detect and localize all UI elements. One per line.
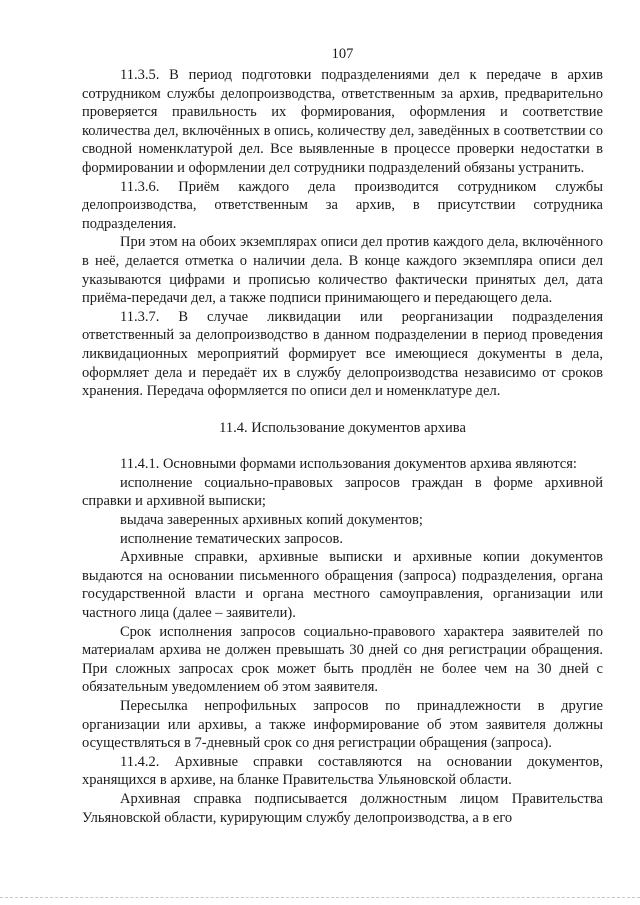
list-item-social-requests: исполнение социально-правовых запросов граждан в форме архивной справки и архивной выписки; bbox=[82, 474, 603, 510]
list-item-certified-copies: выдача заверенных архивных копий документов; bbox=[120, 512, 423, 529]
paragraph-11-4-1: 11.4.1. Основными формами использования документов архива являются: bbox=[120, 456, 577, 473]
paragraph-request-forwarding: Пересылка непрофильных запросов по принадлежности в другие организации или архивы, а также информирование об этом заявителя должны осуществляться в 7-дневный срок со дня регистрации обращения (запроса). bbox=[82, 698, 603, 752]
paragraph-11-3-7: 11.3.7. В случае ликвидации или реорганизации подразделения ответственный за делопроизводство в данном подразделении в период проведения ликвидационных мероприятий формирует все имеющиеся документы в дела, оформляет дела и передаёт их в службу делопроизводства независимо от сроков хранения. Передача оформляется по описи дел и номенклатуре дел. bbox=[82, 308, 603, 400]
paragraph-11-3-6: 11.3.6. Приём каждого дела производится сотрудником службы делопроизводства, ответственным за архив, в присутствии сотрудника подразделения. bbox=[82, 178, 603, 232]
paragraph-archive-certificates: Архивные справки, архивные выписки и архивные копии документов выдаются на основании письменного обращения (запроса) подразделения, органа государственной власти и органа местного самоуправления, организации или частного лица (далее – заявители). bbox=[82, 549, 603, 622]
scan-edge-divider bbox=[0, 897, 640, 899]
section-heading-11-4: 11.4. Использование документов архива bbox=[219, 419, 466, 436]
paragraph-certificate-signature: Архивная справка подписывается должностным лицом Правительства Ульяновской области, курирующим службу делопроизводства, а в его bbox=[82, 790, 603, 826]
page-number: 107 bbox=[331, 46, 354, 62]
paragraph-inventory-marking: При этом на обоих экземплярах описи дел против каждого дела, включённого в неё, делается отметка о наличии дела. В конце каждого экземпляра описи дел указываются цифрами и прописью количество фактически принятых дел, дата приёма-передачи дел, а также подписи принимающего и передающего дела. bbox=[82, 234, 603, 307]
paragraph-11-4-2: 11.4.2. Архивные справки составляются на основании документов, хранящихся в архиве, на бланке Правительства Ульяновской области. bbox=[82, 753, 603, 789]
paragraph-request-deadline: Срок исполнения запросов социально-правового характера заявителей по материалам архива не должен превышать 30 дней со дня регистрации обращения. При сложных запросах срок может быть продлён не более чем на 30 дней с обязательным уведомлением об этом заявителя. bbox=[82, 623, 603, 696]
list-item-thematic-requests: исполнение тематических запросов. bbox=[120, 530, 343, 547]
paragraph-11-3-5: 11.3.5. В период подготовки подразделениями дел к передаче в архив сотрудником службы делопроизводства, ответственным за архив, предварительно проверяется правильность их формирования, оформления и соответствие количества дел, включённых в опись, количеству дел, заведённых в соответствии со сводной номенклатурой дел. Все выявленные в процессе проверки недостатки в формировании и оформлении дел сотрудники подразделений обязаны устранить. bbox=[82, 67, 603, 176]
